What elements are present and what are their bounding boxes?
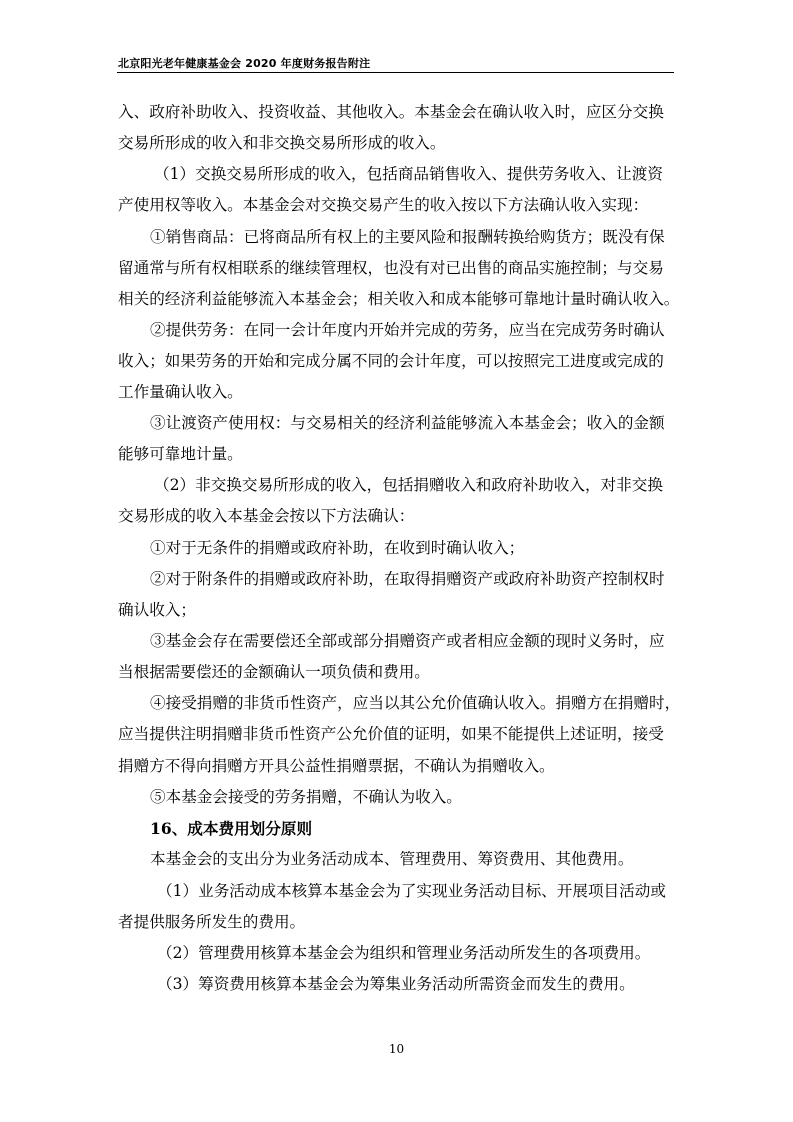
text-line: 应当提供注明捐赠非货币性资产公允价值的证明，如果不能提供上述证明，接受 <box>118 725 664 743</box>
text-line: 能够可靠地计量。 <box>118 445 243 463</box>
text-line: ①销售商品：已将商品所有权上的主要风险和报酬转换给购货方；既没有保 <box>150 228 665 246</box>
text-line: （3）筹资费用核算本基金会为筹集业务活动所需资金而发生的费用。 <box>157 975 635 993</box>
text-line: ①对于无条件的捐赠或政府补助，在收到时确认收入； <box>150 539 525 557</box>
text-line: 收入；如果劳务的开始和完成分属不同的会计年度，可以按照完工进度或完成的 <box>118 352 664 370</box>
text-line: （1）业务活动成本核算本基金会为了实现业务活动目标、开展项目活动或 <box>157 882 666 900</box>
text-line: 入、政府补助收入、投资收益、其他收入。本基金会在确认收入时，应区分交换 <box>118 103 664 121</box>
report-header-title: 北京阳光老年健康基金会 2020 年度财务报告附注 <box>118 57 371 70</box>
text-line: ③基金会存在需要偿还全部或部分捐赠资产或者相应金额的现时义务时，应 <box>150 632 665 650</box>
text-line: （2）非交换交易所形成的收入，包括捐赠收入和政府补助收入，对非交换 <box>154 476 663 494</box>
text-line: 留通常与所有权相联系的继续管理权，也没有对已出售的商品实施控制；与交易 <box>118 259 664 277</box>
text-line: （1）交换交易所形成的收入，包括商品销售收入、提供劳务收入、让渡资 <box>154 165 663 183</box>
text-line: 捐赠方不得向捐赠方开具公益性捐赠票据，不确认为捐赠收入。 <box>118 757 555 775</box>
text-line: ⑤本基金会接受的劳务捐赠，不确认为收入。 <box>150 788 462 806</box>
text-line: 交易形成的收入本基金会按以下方法确认： <box>118 507 415 525</box>
text-line: （2）管理费用核算本基金会为组织和管理业务活动所发生的各项费用。 <box>157 944 651 962</box>
text-line: ②提供劳务：在同一会计年度内开始并完成的劳务，应当在完成劳务时确认 <box>150 321 665 339</box>
page-number: 10 <box>388 1042 405 1056</box>
text-line: 者提供服务所发生的费用。 <box>118 913 306 931</box>
text-line: 产使用权等收入。本基金会对交换交易产生的收入按以下方法确认收入实现： <box>118 196 649 214</box>
text-line: 相关的经济利益能够流入本基金会；相关收入和成本能够可靠地计量时确认收入。 <box>118 290 680 308</box>
text-line: 工作量确认收入。 <box>118 383 243 401</box>
text-line: 当根据需要偿还的金额确认一项负债和费用。 <box>118 663 430 681</box>
text-line: 确认收入； <box>118 601 196 619</box>
text-line: ②对于附条件的捐赠或政府补助，在取得捐赠资产或政府补助资产控制权时 <box>150 570 665 588</box>
section-heading: 16、成本费用划分原则 <box>150 819 313 838</box>
text-line: ④接受捐赠的非货币性资产，应当以其公允价值确认收入。捐赠方在捐赠时， <box>150 694 681 712</box>
text-line: 本基金会的支出分为业务活动成本、管理费用、筹资费用、其他费用。 <box>150 850 634 868</box>
text-line: ③让渡资产使用权：与交易相关的经济利益能够流入本基金会；收入的金额 <box>150 414 665 432</box>
text-line: 交易所形成的收入和非交换交易所形成的收入。 <box>118 134 446 152</box>
header-divider <box>117 72 674 73</box>
